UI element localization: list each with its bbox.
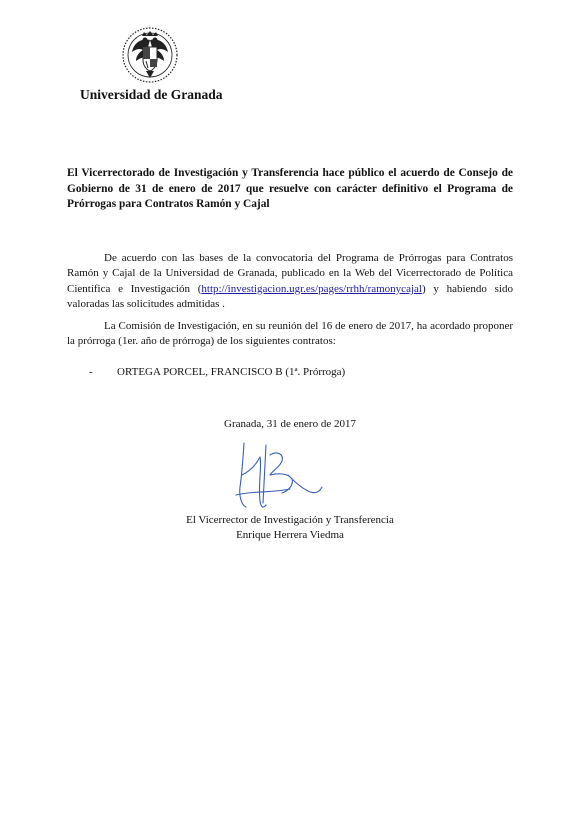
university-name: Universidad de Granada xyxy=(80,87,223,102)
university-crest-icon xyxy=(120,26,180,84)
paragraph-comision xyxy=(67,319,513,350)
paragraph1-text-before-link: De acuerdo con las bases de la convocatoria del Programa de Prórrogas para Contratos Ramón y Cajal de la Universidad de Granada, publicado en la Web del Vicerrectorado de Política Científica e Investigación ( xyxy=(67,252,513,295)
handwritten-signature-icon xyxy=(230,435,330,515)
signer-name: Enrique Herrera Viedma xyxy=(236,529,344,541)
paragraph-bases xyxy=(67,251,513,312)
list-dash: - xyxy=(89,366,93,378)
ramonycajal-link[interactable]: http://investigacion.ugr.es/pages/rrhh/ramonycajal xyxy=(201,282,422,295)
place-date: Granada, 31 de enero de 2017 xyxy=(224,418,356,430)
paragraph1-text-after-link: ) y habiendo sido valoradas las solicitudes admitidas . xyxy=(67,282,513,310)
document-heading: El Vicerrectorado de Investigación y Transferencia hace público el acuerdo de Consejo de Gobierno de 31 de enero de 2017 que resuelve con carácter definitivo el Programa de Prórrogas para Contratos Ramón y Cajal xyxy=(67,167,513,210)
list-item-text: ORTEGA PORCEL, FRANCISCO B (1ª. Prórroga) xyxy=(117,366,346,378)
list-item xyxy=(89,366,345,378)
signer-title: El Vicerrector de Investigación y Transferencia xyxy=(186,514,394,526)
paragraph2-text: La Comisión de Investigación, en su reunión del 16 de enero de 2017, ha acordado proponer la prórroga (1er. año de prórroga) de los siguientes contratos: xyxy=(67,320,513,348)
